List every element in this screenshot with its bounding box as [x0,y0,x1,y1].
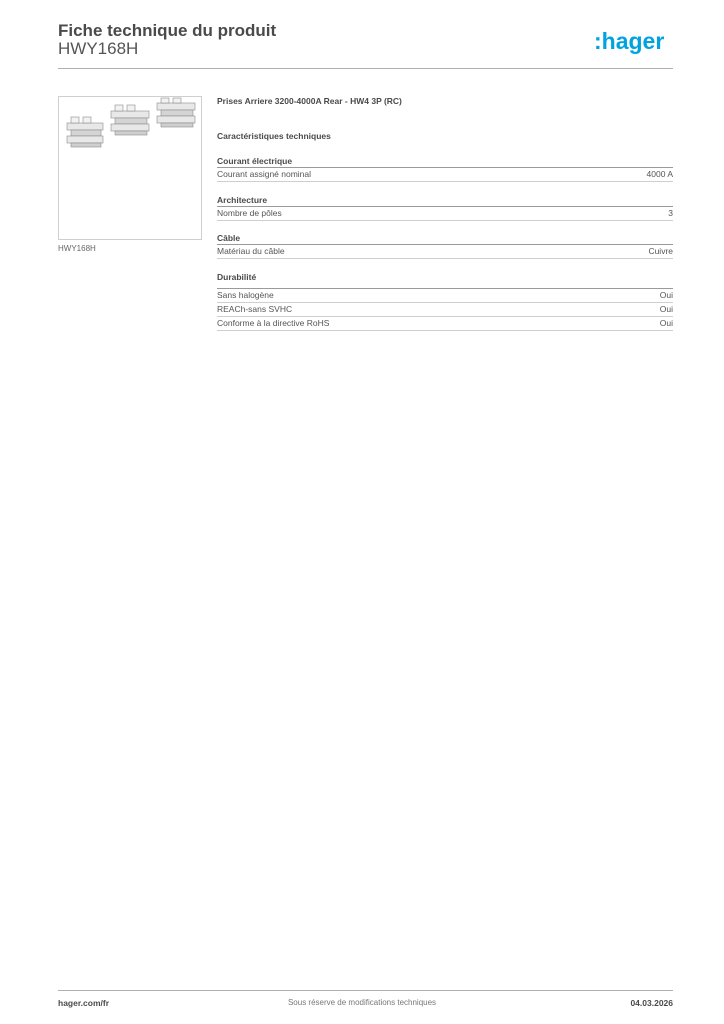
logo-text: :hager [594,29,665,54]
spec-row [217,303,673,317]
footer-divider [58,990,673,991]
spec-row [217,207,673,221]
section-cable [217,232,673,259]
product-name: Prises Arriere 3200-4000A Rear - HW4 3P (RC) [217,96,402,106]
section-courant-electrique [217,155,673,182]
spec-label: Sans halogène [217,290,274,300]
spec-label: Nombre de pôles [217,208,282,218]
spec-label: REACh-sans SVHC [217,304,293,314]
image-caption: HWY168H [58,244,96,253]
spec-label: Courant assigné nominal [217,169,312,179]
section-title: Câble [217,232,673,245]
section-title: Architecture [217,194,673,207]
product-reference: HWY168H [58,39,139,58]
page-title: Fiche technique du produit [58,21,277,40]
spec-value: Cuivre [648,246,673,256]
spec-value: Oui [659,318,673,328]
spec-value: 4000 A [646,169,673,179]
section-title: Courant électrique [217,155,673,168]
rear-terminal-middle-icon [111,105,149,135]
spec-row [217,289,673,303]
section-rows [217,288,673,331]
spec-value: 3 [668,208,673,218]
hager-logo-icon [594,29,674,55]
rear-terminal-left-icon [67,117,103,147]
spec-row [217,317,673,331]
footer-note: Sous réserve de modifications techniques [287,998,437,1007]
product-image-icon [59,97,201,239]
product-image-frame [58,96,202,240]
spec-row [217,168,673,182]
spec-title: Caractéristiques techniques [217,131,331,141]
section-architecture [217,194,673,221]
header-divider [58,68,673,69]
spec-label: Conforme à la directive RoHS [217,318,330,328]
footer-website-link[interactable]: hager.com/fr [58,998,110,1008]
spec-row [217,245,673,259]
section-durabilite [217,271,673,331]
rear-terminal-right-icon [157,98,195,127]
footer-date: 04.03.2026 [630,998,673,1008]
section-title: Durabilité [217,272,257,282]
spec-value: Oui [659,290,673,300]
spec-label: Matériau du câble [217,246,285,256]
spec-value: Oui [659,304,673,314]
